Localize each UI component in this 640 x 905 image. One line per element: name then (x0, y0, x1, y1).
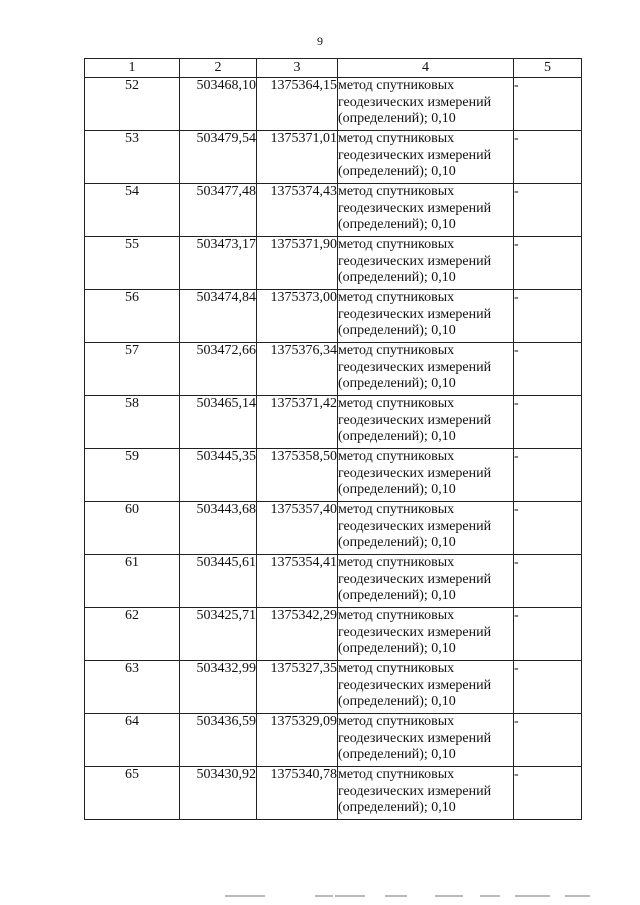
coord-x: 503465,14 (180, 396, 257, 449)
point-number: 52 (85, 78, 180, 131)
header-col-4: 4 (338, 59, 514, 78)
table-row (85, 661, 582, 714)
coord-x: 503436,59 (180, 714, 257, 767)
coord-y: 1375342,29 (257, 608, 338, 661)
method-text: метод спутниковых геодезических измерений (определений); 0,10 (338, 78, 514, 131)
note: - (514, 184, 582, 237)
coord-x: 503443,68 (180, 502, 257, 555)
table-row (85, 767, 582, 820)
method-text: метод спутниковых геодезических измерений (определений); 0,10 (338, 184, 514, 237)
coord-y: 1375358,50 (257, 449, 338, 502)
header-col-5: 5 (514, 59, 582, 78)
point-number: 64 (85, 714, 180, 767)
coord-x: 503474,84 (180, 290, 257, 343)
coord-y: 1375364,15 (257, 78, 338, 131)
point-number: 53 (85, 131, 180, 184)
table-row (85, 237, 582, 290)
header-col-1: 1 (85, 59, 180, 78)
method-text: метод спутниковых геодезических измерений (определений); 0,10 (338, 449, 514, 502)
point-number: 56 (85, 290, 180, 343)
point-number: 61 (85, 555, 180, 608)
note: - (514, 661, 582, 714)
method-text: метод спутниковых геодезических измерений (определений); 0,10 (338, 661, 514, 714)
method-text: метод спутниковых геодезических измерений (определений); 0,10 (338, 608, 514, 661)
coordinates-table (84, 58, 582, 820)
coord-x: 503425,71 (180, 608, 257, 661)
point-number: 58 (85, 396, 180, 449)
coord-y: 1375371,90 (257, 237, 338, 290)
table-row (85, 131, 582, 184)
table-row (85, 290, 582, 343)
table-row (85, 608, 582, 661)
coord-x: 503473,17 (180, 237, 257, 290)
table-row (85, 502, 582, 555)
point-number: 65 (85, 767, 180, 820)
point-number: 60 (85, 502, 180, 555)
method-text: метод спутниковых геодезических измерений (определений); 0,10 (338, 290, 514, 343)
coord-y: 1375371,01 (257, 131, 338, 184)
coord-x: 503468,10 (180, 78, 257, 131)
coord-y: 1375357,40 (257, 502, 338, 555)
coord-x: 503445,61 (180, 555, 257, 608)
point-number: 54 (85, 184, 180, 237)
coord-x: 503479,54 (180, 131, 257, 184)
note: - (514, 343, 582, 396)
coord-y: 1375371,42 (257, 396, 338, 449)
note: - (514, 449, 582, 502)
note: - (514, 608, 582, 661)
table-row (85, 343, 582, 396)
method-text: метод спутниковых геодезических измерений (определений); 0,10 (338, 237, 514, 290)
page-number: 9 (317, 34, 323, 48)
coord-x: 503472,66 (180, 343, 257, 396)
coord-y: 1375374,43 (257, 184, 338, 237)
point-number: 57 (85, 343, 180, 396)
method-text: метод спутниковых геодезических измерений (определений); 0,10 (338, 714, 514, 767)
point-number: 55 (85, 237, 180, 290)
table-row (85, 449, 582, 502)
table-header-row (85, 59, 582, 78)
coord-x: 503430,92 (180, 767, 257, 820)
note: - (514, 767, 582, 820)
point-number: 63 (85, 661, 180, 714)
coord-x: 503477,48 (180, 184, 257, 237)
coord-x: 503432,99 (180, 661, 257, 714)
table-row (85, 184, 582, 237)
table-row (85, 714, 582, 767)
note: - (514, 396, 582, 449)
coord-x: 503445,35 (180, 449, 257, 502)
note: - (514, 78, 582, 131)
point-number: 59 (85, 449, 180, 502)
note: - (514, 502, 582, 555)
table-row (85, 555, 582, 608)
method-text: метод спутниковых геодезических измерений (определений); 0,10 (338, 343, 514, 396)
table-row (85, 396, 582, 449)
coord-y: 1375354,41 (257, 555, 338, 608)
scan-artifacts (225, 895, 615, 899)
point-number: 62 (85, 608, 180, 661)
method-text: метод спутниковых геодезических измерений (определений); 0,10 (338, 502, 514, 555)
method-text: метод спутниковых геодезических измерений (определений); 0,10 (338, 767, 514, 820)
method-text: метод спутниковых геодезических измерений (определений); 0,10 (338, 396, 514, 449)
note: - (514, 131, 582, 184)
method-text: метод спутниковых геодезических измерений (определений); 0,10 (338, 131, 514, 184)
method-text: метод спутниковых геодезических измерений (определений); 0,10 (338, 555, 514, 608)
coord-y: 1375376,34 (257, 343, 338, 396)
note: - (514, 555, 582, 608)
coord-y: 1375327,35 (257, 661, 338, 714)
header-col-3: 3 (257, 59, 338, 78)
note: - (514, 714, 582, 767)
coord-y: 1375373,00 (257, 290, 338, 343)
note: - (514, 237, 582, 290)
coord-y: 1375340,78 (257, 767, 338, 820)
note: - (514, 290, 582, 343)
header-col-2: 2 (180, 59, 257, 78)
table-row (85, 78, 582, 131)
table-body (85, 78, 582, 820)
coord-y: 1375329,09 (257, 714, 338, 767)
